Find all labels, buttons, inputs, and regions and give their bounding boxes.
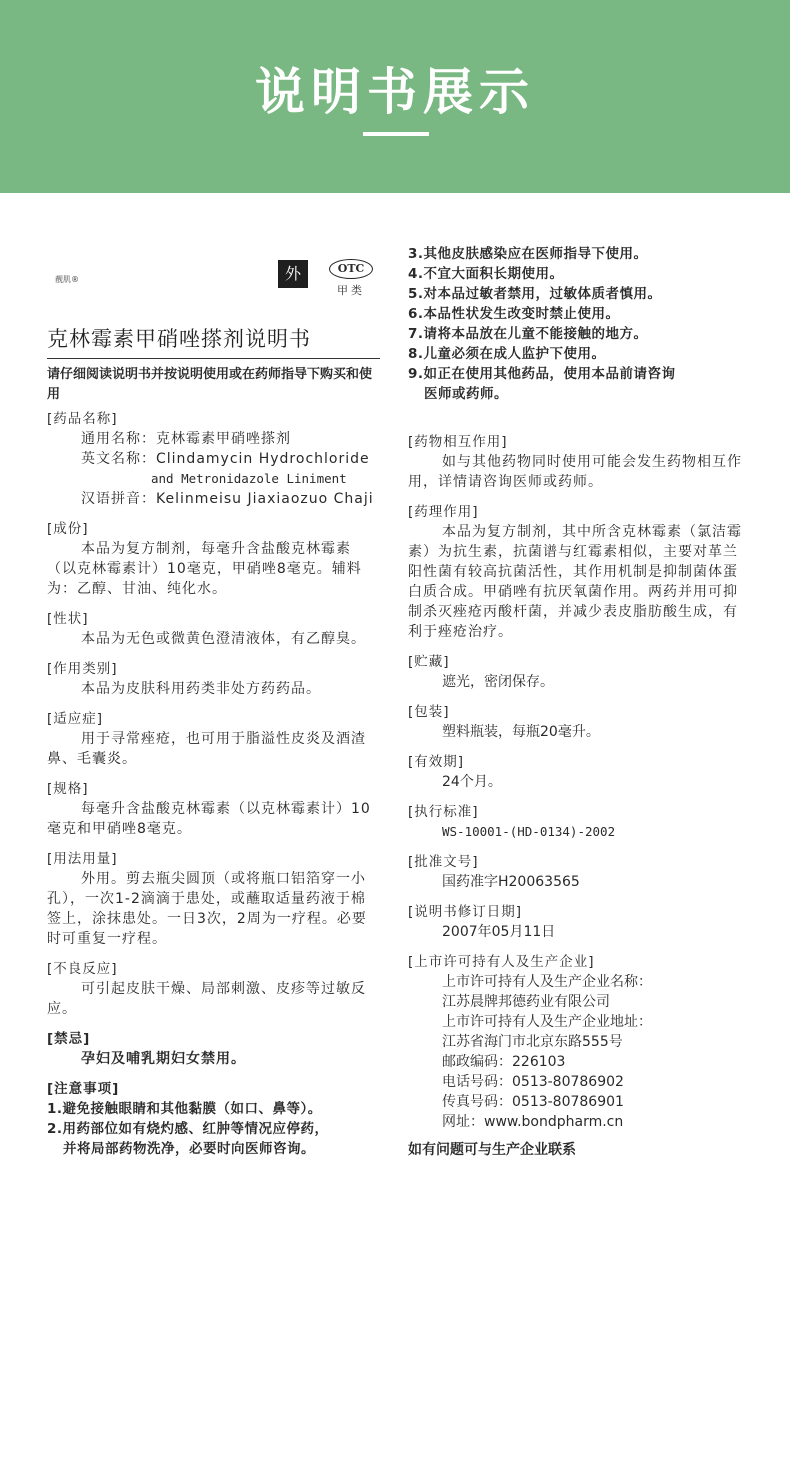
section-heading: [规格] — [47, 781, 89, 797]
precaution-item: 4.不宜大面积长期使用。 — [408, 266, 564, 282]
right-column — [408, 244, 743, 1160]
section-text: 本品为无色或微黄色澄清液体，有乙醇臭。 — [81, 631, 366, 647]
section-heading: [有效期] — [408, 754, 465, 770]
precaution-item: 1.避免接触眼睛和其他黏膜（如口、鼻等）。 — [47, 1101, 322, 1117]
section-text: 每毫升含盐酸克林霉素（以克林霉素计）10毫克和甲硝唑8毫克。 — [47, 801, 371, 837]
section-text: 可引起皮肤干燥、局部刺激、皮疹等过敏反应。 — [47, 981, 366, 1017]
precaution-item: 9.如正在使用其他药品，使用本品前请咨询 — [408, 366, 676, 382]
section-text: 国药准字H20063565 — [442, 874, 580, 890]
name-line: 汉语拼音：Kelinmeisu Jiaxiaozuo Chaji — [81, 491, 374, 507]
section-text: 塑料瓶装，每瓶20毫升。 — [442, 724, 600, 740]
otc-badge: OTC — [329, 259, 373, 279]
name-line: and Metronidazole Liniment — [151, 471, 347, 486]
section-heading: [成份] — [47, 521, 89, 537]
section-text: 用于寻常痤疮，也可用于脂溢性皮炎及酒渣鼻、毛囊炎。 — [47, 731, 366, 767]
name-line: 英文名称：Clindamycin Hydrochloride — [81, 451, 370, 467]
precaution-item: 8.儿童必须在成人监护下使用。 — [408, 346, 606, 362]
section-heading: [适应症] — [47, 711, 104, 727]
external-use-badge: 外 — [278, 260, 308, 288]
section-heading: [批准文号] — [408, 854, 479, 870]
logo-row — [47, 248, 380, 324]
section-heading: [包装] — [408, 704, 450, 720]
precaution-item: 7.请将本品放在儿童不能接触的地方。 — [408, 326, 648, 342]
precaution-item: 医师或药师。 — [424, 386, 508, 402]
banner-divider — [363, 132, 429, 136]
mah-line: 传真号码：0513-80786901 — [442, 1094, 624, 1110]
section-text: 本品为复方制剂，其中所含克林霉素（氯洁霉素）为抗生素，抗菌谱与红霉素相似，主要对革兰阳性菌有较高抗菌活性，其作用机制是抑制菌体蛋白质合成。甲硝唑有抗厌氧菌作用。两药并用可抑制杀灭痤疮丙酸杆菌，并减少表皮脂肪酸生成，有利于痤疮治疗。 — [408, 524, 742, 640]
section-heading: [不良反应] — [47, 961, 118, 977]
header-banner — [0, 0, 790, 193]
section-text: 遮光，密闭保存。 — [442, 674, 554, 690]
mah-line: 江苏晨牌邦德药业有限公司 — [442, 994, 610, 1010]
precaution-item: 并将局部药物洗净，必要时向医师咨询。 — [63, 1141, 315, 1157]
section-heading: [药品名称] — [47, 411, 118, 427]
section-text: 外用。剪去瓶尖圆顶（或将瓶口铝箔穿一小孔），一次1-2滴滴于患处，或蘸取适量药液于棉签上，涂抹患处。一日3次，2周为一疗程。必要时可重复一疗程。 — [47, 871, 367, 947]
document-title: 克林霉素甲硝唑搽剂说明书 — [47, 324, 380, 359]
mah-line: 邮政编码：226103 — [442, 1054, 566, 1070]
brand-logo: 靓肌® — [55, 275, 79, 284]
section-heading: [药物相互作用] — [408, 434, 508, 450]
section-text: 24个月。 — [442, 774, 502, 790]
mah-line: 上市许可持有人及生产企业名称： — [442, 974, 652, 990]
section-heading: [上市许可持有人及生产企业] — [408, 954, 595, 970]
section-heading: [说明书修订日期] — [408, 904, 523, 920]
section-text: 2007年05月11日 — [442, 924, 556, 940]
left-column — [47, 248, 380, 1159]
mah-line: 江苏省海门市北京东路555号 — [442, 1034, 623, 1050]
section-text: 本品为皮肤科用药类非处方药药品。 — [81, 681, 321, 697]
precaution-item: 2.用药部位如有烧灼感、红肿等情况应停药， — [47, 1121, 329, 1137]
section-heading: [禁忌] — [47, 1031, 91, 1047]
section-heading: [用法用量] — [47, 851, 118, 867]
intro-notice: 请仔细阅读说明书并按说明使用或在药师指导下购买和使用 — [47, 367, 373, 402]
precaution-item: 3.其他皮肤感染应在医师指导下使用。 — [408, 246, 648, 262]
mah-line: 电话号码：0513-80786902 — [442, 1074, 624, 1090]
section-text: 如与其他药物同时使用可能会发生药物相互作用，详情请咨询医师或药师。 — [408, 454, 742, 490]
name-line: 通用名称：克林霉素甲硝唑搽剂 — [81, 431, 291, 447]
section-text: 孕妇及哺乳期妇女禁用。 — [81, 1051, 246, 1067]
section-heading: [作用类别] — [47, 661, 118, 677]
precaution-item: 6.本品性状发生改变时禁止使用。 — [408, 306, 620, 322]
section-text: WS-10001-(HD-0134)-2002 — [442, 824, 616, 839]
section-heading: [执行标准] — [408, 804, 479, 820]
section-heading: [注意事项] — [47, 1081, 120, 1097]
mah-line: 上市许可持有人及生产企业地址： — [442, 1014, 652, 1030]
otc-class-label: 甲类 — [337, 284, 365, 297]
mah-line: 网址：www.bondpharm.cn — [442, 1114, 624, 1130]
banner-title: 说明书展示 — [255, 63, 535, 121]
section-heading: [药理作用] — [408, 504, 479, 520]
section-heading: [贮藏] — [408, 654, 450, 670]
section-text: 本品为复方制剂，每毫升含盐酸克林霉素（以克林霉素计）10毫克，甲硝唑8毫克。辅料为：乙醇、甘油、纯化水。 — [47, 541, 362, 597]
section-heading: [性状] — [47, 611, 89, 627]
contact-note: 如有问题可与生产企业联系 — [408, 1142, 576, 1158]
precaution-item: 5.对本品过敏者禁用，过敏体质者慎用。 — [408, 286, 662, 302]
